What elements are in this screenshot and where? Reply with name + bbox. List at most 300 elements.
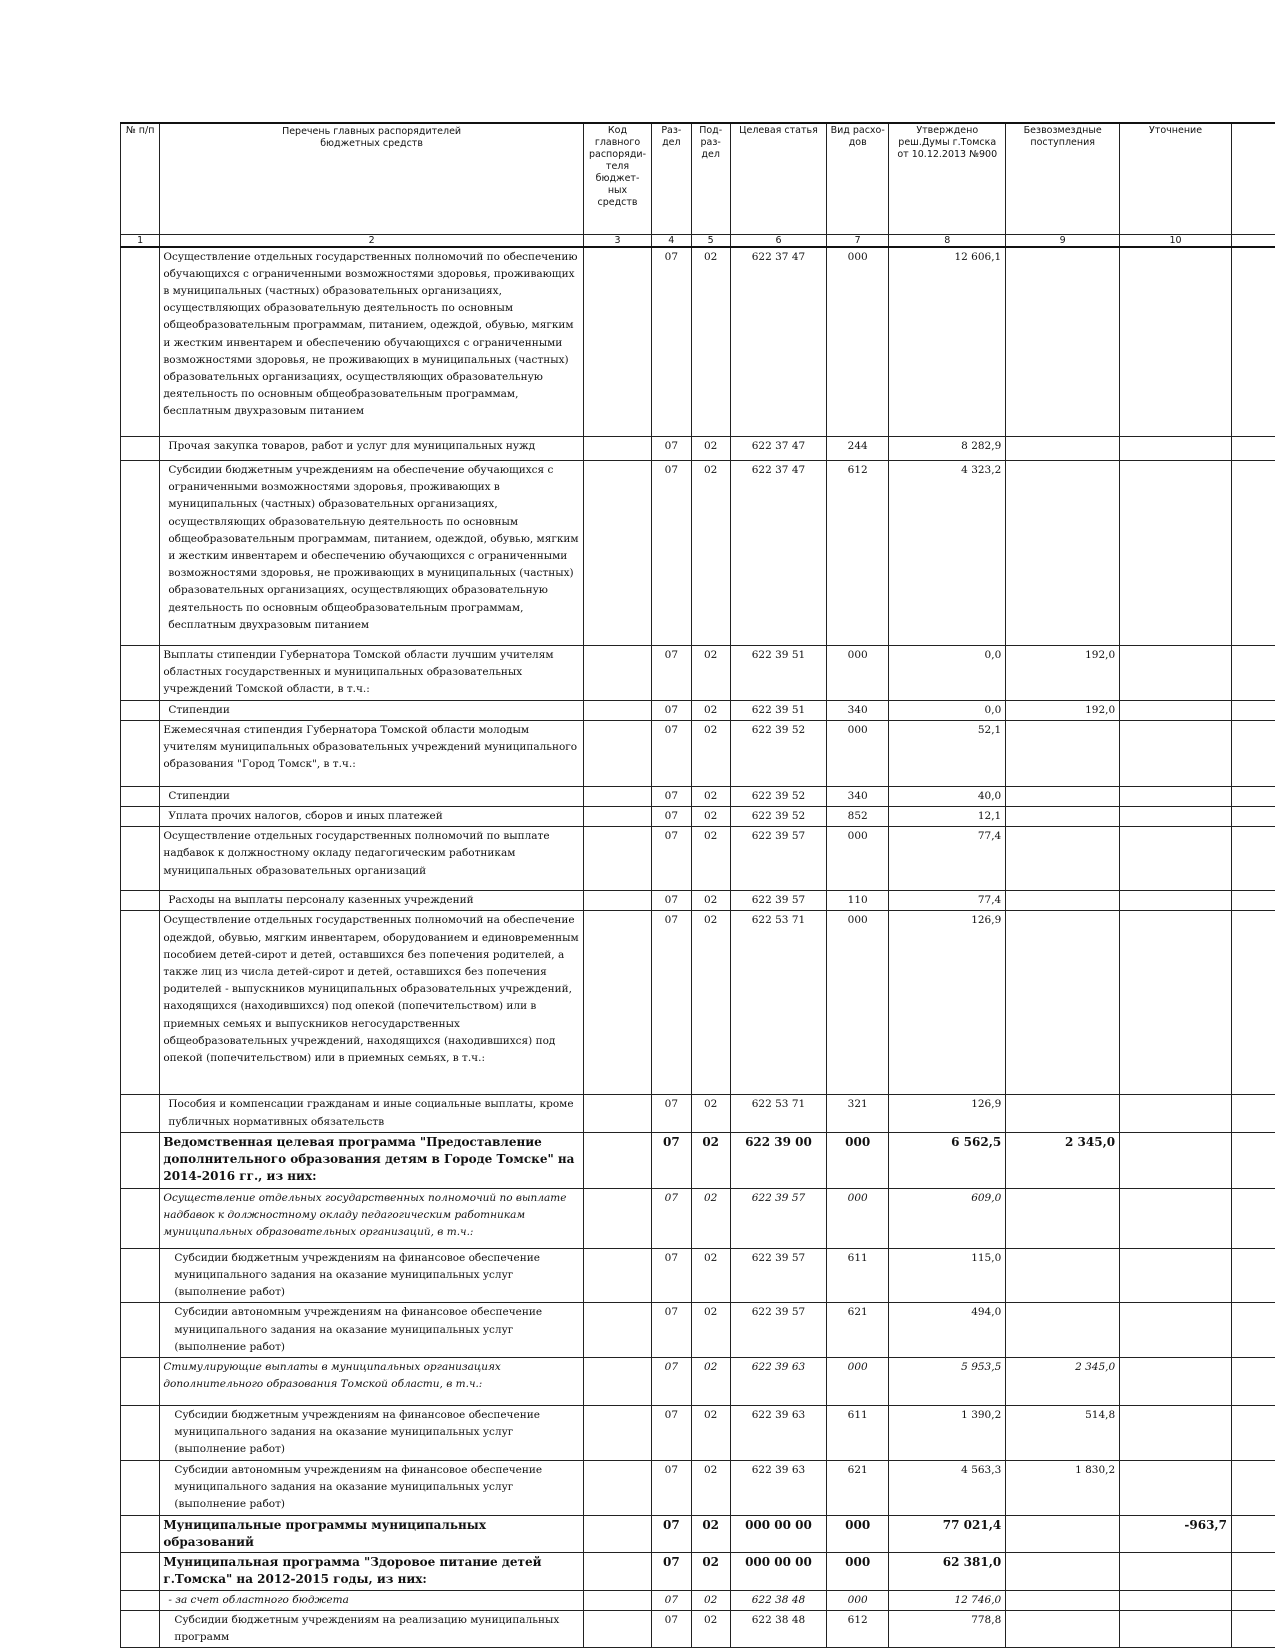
header-cell: Раз-дел bbox=[652, 123, 691, 234]
row-code-cell bbox=[583, 1188, 651, 1248]
row-refine-cell bbox=[1120, 1610, 1232, 1647]
table-row bbox=[121, 827, 1275, 891]
row-name-cell: Ежемесячная стипендия Губернатора Томской области молодым учителям муниципальных образовательных учреждений муниципального образования "Город Томск", в т.ч.: bbox=[160, 720, 583, 786]
row-refine-cell bbox=[1120, 646, 1232, 701]
row-gratis-cell bbox=[1006, 1188, 1120, 1248]
row-code-cell bbox=[583, 891, 651, 911]
row-gratis-cell bbox=[1006, 1552, 1120, 1590]
header-cell-empty bbox=[1231, 123, 1275, 234]
table-row bbox=[121, 786, 1275, 806]
header-cell: Перечень главных распорядителей бюджетных средств bbox=[160, 123, 583, 234]
row-target-article-cell: 622 39 57 bbox=[730, 827, 826, 891]
row-name-cell: Субсидии автономным учреждениям на финансовое обеспечение муниципального задания на оказание муниципальных услуг (выполнение работ) bbox=[160, 1303, 583, 1358]
row-gratis-cell bbox=[1006, 891, 1120, 911]
table-row bbox=[121, 1248, 1275, 1303]
row-expense-type-cell: 000 bbox=[827, 720, 889, 786]
row-refine-cell bbox=[1120, 807, 1232, 827]
table-row bbox=[121, 1610, 1275, 1647]
row-razdel-cell: 07 bbox=[652, 807, 691, 827]
row-approved-cell: 12 746,0 bbox=[889, 1590, 1006, 1610]
row-target-article-cell: 622 39 63 bbox=[730, 1358, 826, 1406]
row-number-cell bbox=[121, 911, 160, 1095]
row-podrazdel-cell: 02 bbox=[691, 1132, 730, 1188]
row-name-cell: Муниципальные программы муниципальных образований bbox=[160, 1515, 583, 1552]
row-refine-cell bbox=[1120, 700, 1232, 720]
row-number-cell bbox=[121, 461, 160, 646]
row-name-cell: Прочая закупка товаров, работ и услуг для муниципальных нужд bbox=[160, 437, 583, 461]
column-number: 4 bbox=[652, 234, 691, 247]
row-gratis-cell: 2 345,0 bbox=[1006, 1132, 1120, 1188]
row-code-cell bbox=[583, 461, 651, 646]
row-podrazdel-cell: 02 bbox=[691, 1406, 730, 1461]
row-refine-cell bbox=[1120, 891, 1232, 911]
row-podrazdel-cell: 02 bbox=[691, 1188, 730, 1248]
row-number-cell bbox=[121, 1406, 160, 1461]
row-target-article-cell: 000 00 00 bbox=[730, 1515, 826, 1552]
row-podrazdel-cell: 02 bbox=[691, 786, 730, 806]
header-cell: Код главного распоряди-теля бюджет-ных средств bbox=[583, 123, 651, 234]
row-refine-cell bbox=[1120, 911, 1232, 1095]
row-number-cell bbox=[121, 807, 160, 827]
row-number-cell bbox=[121, 1188, 160, 1248]
row-target-article-cell: 622 38 48 bbox=[730, 1610, 826, 1647]
row-podrazdel-cell: 02 bbox=[691, 1610, 730, 1647]
row-empty-cell bbox=[1231, 247, 1275, 437]
row-empty-cell bbox=[1231, 700, 1275, 720]
header-cell: Целевая статья bbox=[730, 123, 826, 234]
row-razdel-cell: 07 bbox=[652, 646, 691, 701]
row-gratis-cell bbox=[1006, 911, 1120, 1095]
row-podrazdel-cell: 02 bbox=[691, 1303, 730, 1358]
row-razdel-cell: 07 bbox=[652, 1358, 691, 1406]
row-number-cell bbox=[121, 891, 160, 911]
row-refine-cell bbox=[1120, 1095, 1232, 1132]
row-approved-cell: 77 021,4 bbox=[889, 1515, 1006, 1552]
row-expense-type-cell: 852 bbox=[827, 807, 889, 827]
row-name-cell: Муниципальная программа "Здоровое питание детей г.Томска" на 2012-2015 годы, из них: bbox=[160, 1552, 583, 1590]
row-number-cell bbox=[121, 1303, 160, 1358]
column-number: 10 bbox=[1120, 234, 1232, 247]
row-gratis-cell bbox=[1006, 1590, 1120, 1610]
row-number-cell bbox=[121, 1590, 160, 1610]
row-refine-cell bbox=[1120, 1358, 1232, 1406]
row-name-cell: Выплаты стипендии Губернатора Томской области лучшим учителям областных государственных и муниципальных образовательных учреждений Томской области, в т.ч.: bbox=[160, 646, 583, 701]
row-expense-type-cell: 621 bbox=[827, 1303, 889, 1358]
table-row bbox=[121, 1552, 1275, 1590]
row-code-cell bbox=[583, 437, 651, 461]
row-podrazdel-cell: 02 bbox=[691, 700, 730, 720]
row-razdel-cell: 07 bbox=[652, 911, 691, 1095]
row-target-article-cell: 622 39 51 bbox=[730, 646, 826, 701]
row-target-article-cell: 622 39 52 bbox=[730, 720, 826, 786]
row-empty-cell bbox=[1231, 1552, 1275, 1590]
row-podrazdel-cell: 02 bbox=[691, 437, 730, 461]
row-empty-cell bbox=[1231, 461, 1275, 646]
row-number-cell bbox=[121, 1132, 160, 1188]
row-empty-cell bbox=[1231, 1515, 1275, 1552]
row-razdel-cell: 07 bbox=[652, 1515, 691, 1552]
row-target-article-cell: 622 39 52 bbox=[730, 807, 826, 827]
row-approved-cell: 6 562,5 bbox=[889, 1132, 1006, 1188]
table-row bbox=[121, 1515, 1275, 1552]
header-cell: № п/п bbox=[121, 123, 160, 234]
row-approved-cell: 52,1 bbox=[889, 720, 1006, 786]
row-code-cell bbox=[583, 1248, 651, 1303]
header-cell: Безвозмездные поступления bbox=[1006, 123, 1120, 234]
row-podrazdel-cell: 02 bbox=[691, 1358, 730, 1406]
table-row bbox=[121, 1358, 1275, 1406]
row-podrazdel-cell: 02 bbox=[691, 911, 730, 1095]
row-code-cell bbox=[583, 807, 651, 827]
row-target-article-cell: 000 00 00 bbox=[730, 1552, 826, 1590]
row-name-cell: Осуществление отдельных государственных полномочий на обеспечение одеждой, обувью, мягким инвентарем, оборудованием и единовременным пособием детей-сирот и детей, оставшихся без попечения родителей, а также лиц из числа детей-сирот и детей, оставшихся без попечения родителей - выпускников муниципальных образовательных учреждений, находящихся (находившихся) под опекой (попечительством) или в приемных семьях и выпускников негосударственных общеобразовательных учреждений, находящихся (находившихся) под опекой (попечительством) или в приемных семьях, в т.ч.: bbox=[160, 911, 583, 1095]
row-number-cell bbox=[121, 437, 160, 461]
row-expense-type-cell: 000 bbox=[827, 646, 889, 701]
row-name-cell: - за счет областного бюджета bbox=[160, 1590, 583, 1610]
row-approved-cell: 126,9 bbox=[889, 911, 1006, 1095]
row-code-cell bbox=[583, 1590, 651, 1610]
row-podrazdel-cell: 02 bbox=[691, 720, 730, 786]
row-approved-cell: 40,0 bbox=[889, 786, 1006, 806]
row-podrazdel-cell: 02 bbox=[691, 1552, 730, 1590]
table-row bbox=[121, 1132, 1275, 1188]
row-target-article-cell: 622 39 57 bbox=[730, 891, 826, 911]
row-target-article-cell: 622 39 51 bbox=[730, 700, 826, 720]
row-razdel-cell: 07 bbox=[652, 1095, 691, 1132]
row-empty-cell bbox=[1231, 1248, 1275, 1303]
row-empty-cell bbox=[1231, 1132, 1275, 1188]
row-expense-type-cell: 000 bbox=[827, 247, 889, 437]
row-target-article-cell: 622 39 57 bbox=[730, 1188, 826, 1248]
header-cell: Вид расхо-дов bbox=[827, 123, 889, 234]
row-target-article-cell: 622 37 47 bbox=[730, 461, 826, 646]
row-gratis-cell: 192,0 bbox=[1006, 646, 1120, 701]
row-razdel-cell: 07 bbox=[652, 1303, 691, 1358]
table-row bbox=[121, 891, 1275, 911]
row-refine-cell bbox=[1120, 1303, 1232, 1358]
row-number-cell bbox=[121, 247, 160, 437]
row-target-article-cell: 622 37 47 bbox=[730, 247, 826, 437]
column-number: 7 bbox=[827, 234, 889, 247]
row-name-cell: Стипендии bbox=[160, 786, 583, 806]
row-expense-type-cell: 611 bbox=[827, 1406, 889, 1461]
row-razdel-cell: 07 bbox=[652, 247, 691, 437]
row-approved-cell: 77,4 bbox=[889, 827, 1006, 891]
row-razdel-cell: 07 bbox=[652, 1406, 691, 1461]
row-refine-cell bbox=[1120, 786, 1232, 806]
row-refine-cell bbox=[1120, 1461, 1232, 1516]
row-expense-type-cell: 321 bbox=[827, 1095, 889, 1132]
row-gratis-cell: 2 345,0 bbox=[1006, 1358, 1120, 1406]
row-gratis-cell: 1 830,2 bbox=[1006, 1461, 1120, 1516]
row-expense-type-cell: 000 bbox=[827, 911, 889, 1095]
row-empty-cell bbox=[1231, 827, 1275, 891]
row-empty-cell bbox=[1231, 1188, 1275, 1248]
table-row bbox=[121, 911, 1275, 1095]
row-number-cell bbox=[121, 1610, 160, 1647]
row-target-article-cell: 622 37 47 bbox=[730, 437, 826, 461]
row-expense-type-cell: 621 bbox=[827, 1461, 889, 1516]
row-empty-cell bbox=[1231, 646, 1275, 701]
table-row bbox=[121, 700, 1275, 720]
row-name-cell: Расходы на выплаты персоналу казенных учреждений bbox=[160, 891, 583, 911]
row-razdel-cell: 07 bbox=[652, 1590, 691, 1610]
row-podrazdel-cell: 02 bbox=[691, 461, 730, 646]
row-code-cell bbox=[583, 786, 651, 806]
row-code-cell bbox=[583, 1132, 651, 1188]
row-gratis-cell bbox=[1006, 461, 1120, 646]
row-number-cell bbox=[121, 1358, 160, 1406]
row-expense-type-cell: 340 bbox=[827, 700, 889, 720]
row-refine-cell bbox=[1120, 247, 1232, 437]
row-approved-cell: 494,0 bbox=[889, 1303, 1006, 1358]
row-approved-cell: 778,8 bbox=[889, 1610, 1006, 1647]
column-number: 1 bbox=[121, 234, 160, 247]
row-razdel-cell: 07 bbox=[652, 1132, 691, 1188]
row-approved-cell: 4 563,3 bbox=[889, 1461, 1006, 1516]
table-row bbox=[121, 1590, 1275, 1610]
column-number-row bbox=[121, 234, 1275, 247]
row-code-cell bbox=[583, 1358, 651, 1406]
row-target-article-cell: 622 39 00 bbox=[730, 1132, 826, 1188]
row-number-cell bbox=[121, 720, 160, 786]
row-target-article-cell: 622 39 63 bbox=[730, 1406, 826, 1461]
row-code-cell bbox=[583, 247, 651, 437]
row-empty-cell bbox=[1231, 1610, 1275, 1647]
row-number-cell bbox=[121, 1095, 160, 1132]
row-expense-type-cell: 244 bbox=[827, 437, 889, 461]
table-row bbox=[121, 1461, 1275, 1516]
row-gratis-cell bbox=[1006, 1610, 1120, 1647]
row-name-cell: Осуществление отдельных государственных полномочий по выплате надбавок к должностному окладу педагогическим работникам муниципальных образовательных организаций bbox=[160, 827, 583, 891]
row-approved-cell: 8 282,9 bbox=[889, 437, 1006, 461]
row-expense-type-cell: 612 bbox=[827, 1610, 889, 1647]
row-name-cell: Субсидии бюджетным учреждениям на реализацию муниципальных программ bbox=[160, 1610, 583, 1647]
column-number: 9 bbox=[1006, 234, 1120, 247]
row-podrazdel-cell: 02 bbox=[691, 247, 730, 437]
row-code-cell bbox=[583, 1461, 651, 1516]
row-approved-cell: 62 381,0 bbox=[889, 1552, 1006, 1590]
row-gratis-cell bbox=[1006, 1303, 1120, 1358]
row-target-article-cell: 622 53 71 bbox=[730, 911, 826, 1095]
header-cell: Уточнение bbox=[1120, 123, 1232, 234]
row-refine-cell bbox=[1120, 1590, 1232, 1610]
column-number: 6 bbox=[730, 234, 826, 247]
row-approved-cell: 1 390,2 bbox=[889, 1406, 1006, 1461]
row-approved-cell: 12 606,1 bbox=[889, 247, 1006, 437]
row-name-cell: Стимулирующие выплаты в муниципальных организациях дополнительного образования Томской области, в т.ч.: bbox=[160, 1358, 583, 1406]
row-code-cell bbox=[583, 1095, 651, 1132]
row-name-cell: Субсидии бюджетным учреждениям на обеспечение обучающихся с ограниченными возможностями здоровья, проживающих в муниципальных (частных) образовательных организациях, осуществляющих образовательную деятельность по основным общеобразовательным программам, питанием, одеждой, обувью, мягким и жестким инвентарем и обеспечению обучающихся с ограниченными возможностями здоровья, не проживающих в муниципальных (частных) образовательных организациях, осуществляющих образовательную деятельность по основным общеобразовательным программам, бесплатным двухразовым питанием bbox=[160, 461, 583, 646]
row-podrazdel-cell: 02 bbox=[691, 1590, 730, 1610]
row-razdel-cell: 07 bbox=[652, 461, 691, 646]
row-approved-cell: 4 323,2 bbox=[889, 461, 1006, 646]
row-number-cell bbox=[121, 827, 160, 891]
row-approved-cell: 115,0 bbox=[889, 1248, 1006, 1303]
row-name-cell: Субсидии бюджетным учреждениям на финансовое обеспечение муниципального задания на оказание муниципальных услуг (выполнение работ) bbox=[160, 1248, 583, 1303]
row-expense-type-cell: 612 bbox=[827, 461, 889, 646]
row-razdel-cell: 07 bbox=[652, 700, 691, 720]
row-code-cell bbox=[583, 1552, 651, 1590]
row-razdel-cell: 07 bbox=[652, 827, 691, 891]
row-approved-cell: 77,4 bbox=[889, 891, 1006, 911]
row-expense-type-cell: 000 bbox=[827, 1188, 889, 1248]
row-number-cell bbox=[121, 1248, 160, 1303]
row-empty-cell bbox=[1231, 1358, 1275, 1406]
row-code-cell bbox=[583, 1406, 651, 1461]
row-expense-type-cell: 000 bbox=[827, 1515, 889, 1552]
row-target-article-cell: 622 39 63 bbox=[730, 1461, 826, 1516]
row-empty-cell bbox=[1231, 1590, 1275, 1610]
row-empty-cell bbox=[1231, 891, 1275, 911]
column-number: 5 bbox=[691, 234, 730, 247]
column-number: 8 bbox=[889, 234, 1006, 247]
header-cell: Утверждено реш.Думы г.Томска от 10.12.2013 №900 bbox=[889, 123, 1006, 234]
row-name-cell: Субсидии автономным учреждениям на финансовое обеспечение муниципального задания на оказание муниципальных услуг (выполнение работ) bbox=[160, 1461, 583, 1516]
row-code-cell bbox=[583, 720, 651, 786]
row-code-cell bbox=[583, 911, 651, 1095]
row-target-article-cell: 622 38 48 bbox=[730, 1590, 826, 1610]
column-number-empty bbox=[1231, 234, 1275, 247]
row-razdel-cell: 07 bbox=[652, 891, 691, 911]
row-approved-cell: 609,0 bbox=[889, 1188, 1006, 1248]
row-expense-type-cell: 000 bbox=[827, 1358, 889, 1406]
table-row bbox=[121, 1188, 1275, 1248]
row-empty-cell bbox=[1231, 786, 1275, 806]
table-row bbox=[121, 1303, 1275, 1358]
row-expense-type-cell: 000 bbox=[827, 1552, 889, 1590]
row-name-cell: Стипендии bbox=[160, 700, 583, 720]
row-approved-cell: 0,0 bbox=[889, 646, 1006, 701]
row-target-article-cell: 622 53 71 bbox=[730, 1095, 826, 1132]
row-empty-cell bbox=[1231, 437, 1275, 461]
row-podrazdel-cell: 02 bbox=[691, 891, 730, 911]
row-refine-cell bbox=[1120, 1188, 1232, 1248]
row-approved-cell: 126,9 bbox=[889, 1095, 1006, 1132]
row-target-article-cell: 622 39 52 bbox=[730, 786, 826, 806]
row-expense-type-cell: 000 bbox=[827, 827, 889, 891]
row-code-cell bbox=[583, 827, 651, 891]
row-podrazdel-cell: 02 bbox=[691, 646, 730, 701]
row-empty-cell bbox=[1231, 1406, 1275, 1461]
row-gratis-cell bbox=[1006, 827, 1120, 891]
row-razdel-cell: 07 bbox=[652, 786, 691, 806]
budget-table bbox=[120, 122, 1275, 1648]
row-razdel-cell: 07 bbox=[652, 720, 691, 786]
row-razdel-cell: 07 bbox=[652, 1552, 691, 1590]
row-razdel-cell: 07 bbox=[652, 1461, 691, 1516]
row-refine-cell bbox=[1120, 1552, 1232, 1590]
row-empty-cell bbox=[1231, 911, 1275, 1095]
row-gratis-cell: 514,8 bbox=[1006, 1406, 1120, 1461]
row-gratis-cell bbox=[1006, 807, 1120, 827]
row-name-cell: Пособия и компенсации гражданам и иные социальные выплаты, кроме публичных нормативных обязательств bbox=[160, 1095, 583, 1132]
table-row bbox=[121, 807, 1275, 827]
row-name-cell: Уплата прочих налогов, сборов и иных платежей bbox=[160, 807, 583, 827]
row-podrazdel-cell: 02 bbox=[691, 1095, 730, 1132]
row-expense-type-cell: 340 bbox=[827, 786, 889, 806]
row-expense-type-cell: 611 bbox=[827, 1248, 889, 1303]
row-podrazdel-cell: 02 bbox=[691, 1248, 730, 1303]
row-name-cell: Осуществление отдельных государственных полномочий по обеспечению обучающихся с ограниченными возможностями здоровья, проживающих в муниципальных (частных) образовательных организациях, осуществляющих образовательную деятельность по основным общеобразовательным программам, питанием, одеждой, обувью, мягким и жестким инвентарем и обеспечению обучающихся с ограниченными возможностями здоровья, не проживающих в муниципальных (частных) образовательных организациях, осуществляющих образовательную деятельность по основным общеобразовательным программам, бесплатным двухразовым питанием bbox=[160, 247, 583, 437]
row-refine-cell bbox=[1120, 1406, 1232, 1461]
header-row bbox=[121, 123, 1275, 234]
row-podrazdel-cell: 02 bbox=[691, 1461, 730, 1516]
row-target-article-cell: 622 39 57 bbox=[730, 1303, 826, 1358]
row-gratis-cell bbox=[1006, 247, 1120, 437]
row-podrazdel-cell: 02 bbox=[691, 827, 730, 891]
row-number-cell bbox=[121, 1552, 160, 1590]
row-code-cell bbox=[583, 700, 651, 720]
row-razdel-cell: 07 bbox=[652, 1188, 691, 1248]
row-number-cell bbox=[121, 700, 160, 720]
row-empty-cell bbox=[1231, 1303, 1275, 1358]
row-approved-cell: 12,1 bbox=[889, 807, 1006, 827]
row-number-cell bbox=[121, 1515, 160, 1552]
row-code-cell bbox=[583, 1303, 651, 1358]
row-expense-type-cell: 000 bbox=[827, 1132, 889, 1188]
row-code-cell bbox=[583, 1515, 651, 1552]
row-refine-cell bbox=[1120, 437, 1232, 461]
row-expense-type-cell: 110 bbox=[827, 891, 889, 911]
row-gratis-cell bbox=[1006, 1095, 1120, 1132]
row-expense-type-cell: 000 bbox=[827, 1590, 889, 1610]
row-razdel-cell: 07 bbox=[652, 1248, 691, 1303]
row-code-cell bbox=[583, 646, 651, 701]
row-number-cell bbox=[121, 646, 160, 701]
column-number: 2 bbox=[160, 234, 583, 247]
table-row bbox=[121, 437, 1275, 461]
row-refine-cell: -963,7 bbox=[1120, 1515, 1232, 1552]
budget-sheet bbox=[120, 122, 1275, 1650]
row-gratis-cell bbox=[1006, 1248, 1120, 1303]
row-number-cell bbox=[121, 1461, 160, 1516]
table-row bbox=[121, 720, 1275, 786]
row-podrazdel-cell: 02 bbox=[691, 1515, 730, 1552]
row-refine-cell bbox=[1120, 1248, 1232, 1303]
row-name-cell: Ведомственная целевая программа "Предоставление дополнительного образования детям в Городе Томске" на 2014-2016 гг., из них: bbox=[160, 1132, 583, 1188]
row-empty-cell bbox=[1231, 1461, 1275, 1516]
row-name-cell: Субсидии бюджетным учреждениям на финансовое обеспечение муниципального задания на оказание муниципальных услуг (выполнение работ) bbox=[160, 1406, 583, 1461]
row-approved-cell: 5 953,5 bbox=[889, 1358, 1006, 1406]
row-code-cell bbox=[583, 1610, 651, 1647]
row-refine-cell bbox=[1120, 720, 1232, 786]
row-razdel-cell: 07 bbox=[652, 437, 691, 461]
header-cell: Под-раз-дел bbox=[691, 123, 730, 234]
table-row bbox=[121, 646, 1275, 701]
table-row bbox=[121, 1095, 1275, 1132]
row-gratis-cell bbox=[1006, 786, 1120, 806]
row-refine-cell bbox=[1120, 461, 1232, 646]
row-number-cell bbox=[121, 786, 160, 806]
row-empty-cell bbox=[1231, 720, 1275, 786]
row-approved-cell: 0,0 bbox=[889, 700, 1006, 720]
table-row bbox=[121, 1406, 1275, 1461]
row-gratis-cell bbox=[1006, 1515, 1120, 1552]
row-podrazdel-cell: 02 bbox=[691, 807, 730, 827]
column-number: 3 bbox=[583, 234, 651, 247]
table-row bbox=[121, 247, 1275, 437]
row-razdel-cell: 07 bbox=[652, 1610, 691, 1647]
row-gratis-cell bbox=[1006, 720, 1120, 786]
row-gratis-cell bbox=[1006, 437, 1120, 461]
row-empty-cell bbox=[1231, 807, 1275, 827]
table-row bbox=[121, 461, 1275, 646]
row-target-article-cell: 622 39 57 bbox=[730, 1248, 826, 1303]
row-refine-cell bbox=[1120, 827, 1232, 891]
row-empty-cell bbox=[1231, 1095, 1275, 1132]
row-name-cell: Осуществление отдельных государственных полномочий по выплате надбавок к должностному окладу педагогическим работникам муниципальных образовательных организаций, в т.ч.: bbox=[160, 1188, 583, 1248]
